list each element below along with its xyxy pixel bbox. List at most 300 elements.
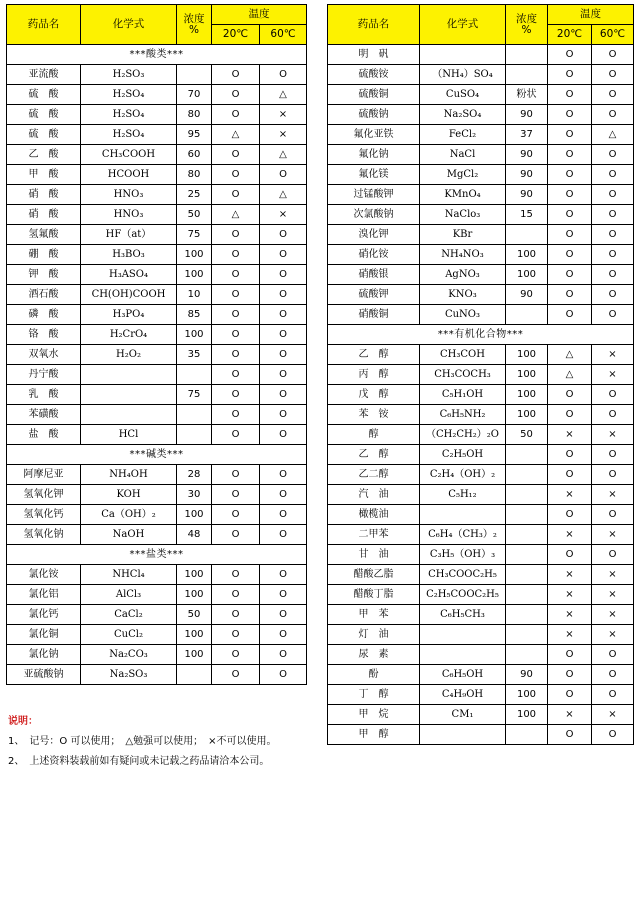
- concentration-cell: [177, 425, 212, 445]
- chemical-name: 硫 酸: [7, 105, 81, 125]
- rating-20c: O: [212, 285, 260, 305]
- rating-60c: O: [592, 725, 634, 745]
- table-row: [328, 45, 634, 65]
- concentration-cell: [506, 545, 548, 565]
- rating-60c: O: [260, 345, 307, 365]
- formula-cell: [420, 725, 506, 745]
- concentration-cell: 100: [506, 385, 548, 405]
- table-row: [7, 165, 307, 185]
- chemical-name: 氯化铜: [7, 625, 81, 645]
- concentration-cell: 100: [506, 685, 548, 705]
- formula-cell: H₃BO₃: [81, 245, 177, 265]
- header-formula: 化学式: [81, 5, 177, 45]
- concentration-cell: [506, 565, 548, 585]
- chemical-name: 苯磺酸: [7, 405, 81, 425]
- chemical-name: 丙 醇: [328, 365, 420, 385]
- chemical-name: 乳 酸: [7, 385, 81, 405]
- rating-60c: ×: [592, 525, 634, 545]
- chemical-name: 乙 酸: [7, 145, 81, 165]
- rating-60c: O: [260, 505, 307, 525]
- rating-20c: ×: [548, 605, 592, 625]
- table-row: [328, 405, 634, 425]
- table-row: [7, 285, 307, 305]
- rating-20c: O: [548, 685, 592, 705]
- header-20c: 20℃: [212, 25, 260, 45]
- rating-60c: O: [592, 205, 634, 225]
- header-60c: 60℃: [592, 25, 634, 45]
- rating-60c: O: [592, 105, 634, 125]
- formula-cell: KBr: [420, 225, 506, 245]
- formula-cell: H₂SO₄: [81, 125, 177, 145]
- concentration-cell: 100: [506, 265, 548, 285]
- rating-60c: O: [592, 185, 634, 205]
- left-resistance-table: [6, 4, 307, 685]
- concentration-cell: 100: [177, 325, 212, 345]
- notes-title: 说明：: [8, 716, 38, 727]
- rating-20c: O: [212, 245, 260, 265]
- concentration-cell: 90: [506, 145, 548, 165]
- formula-cell: Ca（OH）₂: [81, 505, 177, 525]
- formula-cell: HCl: [81, 425, 177, 445]
- percent-label: %: [521, 23, 532, 36]
- rating-60c: O: [260, 245, 307, 265]
- formula-cell: HF（at）: [81, 225, 177, 245]
- chemical-name: 丹宁酸: [7, 365, 81, 385]
- rating-20c: O: [212, 645, 260, 665]
- formula-cell: C₆H₅OH: [420, 665, 506, 685]
- formula-cell: [420, 505, 506, 525]
- rating-60c: O: [592, 65, 634, 85]
- rating-60c: O: [260, 485, 307, 505]
- chemical-name: 二甲苯: [328, 525, 420, 545]
- rating-60c: O: [260, 665, 307, 685]
- rating-60c: O: [260, 225, 307, 245]
- header-formula: 化学式: [420, 5, 506, 45]
- table-row: [7, 85, 307, 105]
- rating-60c: O: [592, 165, 634, 185]
- rating-20c: ×: [548, 585, 592, 605]
- rating-20c: O: [548, 725, 592, 745]
- table-row: [328, 245, 634, 265]
- rating-60c: O: [592, 245, 634, 265]
- table-row: [7, 225, 307, 245]
- chemical-name: 硝酸银: [328, 265, 420, 285]
- chemical-name: 尿 素: [328, 645, 420, 665]
- concentration-cell: [177, 65, 212, 85]
- concentration-cell: 80: [177, 105, 212, 125]
- formula-cell: C₆H₅CH₃: [420, 605, 506, 625]
- rating-60c: O: [260, 625, 307, 645]
- rating-60c: ×: [592, 605, 634, 625]
- rating-20c: O: [548, 405, 592, 425]
- formula-cell: H₃PO₄: [81, 305, 177, 325]
- chemical-name: 橄榄油: [328, 505, 420, 525]
- formula-cell: HNO₃: [81, 185, 177, 205]
- chemical-name: 硫 酸: [7, 85, 81, 105]
- chemical-name: 氯化铝: [7, 585, 81, 605]
- rating-20c: O: [548, 545, 592, 565]
- rating-60c: △: [260, 145, 307, 165]
- concentration-cell: [506, 305, 548, 325]
- concentration-cell: 90: [506, 105, 548, 125]
- rating-60c: ×: [592, 585, 634, 605]
- concentration-cell: 100: [177, 565, 212, 585]
- concentration-cell: 100: [506, 405, 548, 425]
- rating-20c: O: [212, 265, 260, 285]
- table-row: [328, 265, 634, 285]
- section-row: [328, 325, 634, 345]
- chemical-name: 氟化钠: [328, 145, 420, 165]
- rating-60c: O: [592, 665, 634, 685]
- formula-cell: Na₂SO₄: [420, 105, 506, 125]
- chemical-name: 溴化钾: [328, 225, 420, 245]
- formula-cell: KMnO₄: [420, 185, 506, 205]
- table-row: [328, 725, 634, 745]
- header-concentration: [177, 5, 212, 45]
- chemical-name: 氯化铵: [7, 565, 81, 585]
- concentration-cell: 100: [177, 505, 212, 525]
- concentration-cell: [506, 465, 548, 485]
- rating-20c: O: [212, 365, 260, 385]
- formula-cell: C₂H₅COOC₂H₅: [420, 585, 506, 605]
- chemical-name: 氟化亚铁: [328, 125, 420, 145]
- section-row: [7, 445, 307, 465]
- section-row: [7, 45, 307, 65]
- formula-cell: H₂SO₄: [81, 105, 177, 125]
- header-temperature: 温度: [212, 5, 307, 25]
- concentration-cell: [506, 585, 548, 605]
- formula-cell: AgNO₃: [420, 265, 506, 285]
- rating-60c: ×: [260, 205, 307, 225]
- formula-cell: HNO₃: [81, 205, 177, 225]
- formula-cell: Na₂SO₃: [81, 665, 177, 685]
- rating-60c: O: [592, 645, 634, 665]
- note-item: 1、 记号：O 可以使用； △勉强可以使用； ×不可以使用。: [8, 736, 277, 747]
- table-row: [328, 125, 634, 145]
- chemical-name: 苯 铵: [328, 405, 420, 425]
- rating-20c: O: [548, 665, 592, 685]
- formula-cell: CM₁: [420, 705, 506, 725]
- rating-20c: ×: [548, 525, 592, 545]
- rating-60c: ×: [260, 125, 307, 145]
- chemical-name: 甘 油: [328, 545, 420, 565]
- formula-cell: CH₃COH: [420, 345, 506, 365]
- formula-cell: AlCl₃: [81, 585, 177, 605]
- rating-20c: O: [548, 445, 592, 465]
- chemical-name: 氢氧化钾: [7, 485, 81, 505]
- table-row: [7, 385, 307, 405]
- rating-20c: O: [212, 225, 260, 245]
- table-row: [328, 85, 634, 105]
- formula-cell: KOH: [81, 485, 177, 505]
- chemical-name: 戊 醇: [328, 385, 420, 405]
- formula-cell: CuSO₄: [420, 85, 506, 105]
- rating-20c: ×: [548, 425, 592, 445]
- formula-cell: Na₂CO₃: [81, 645, 177, 665]
- rating-60c: O: [260, 645, 307, 665]
- concentration-cell: [506, 525, 548, 545]
- rating-60c: O: [592, 285, 634, 305]
- formula-cell: CuCl₂: [81, 625, 177, 645]
- rating-20c: O: [212, 105, 260, 125]
- table-row: [328, 525, 634, 545]
- table-row: [328, 165, 634, 185]
- formula-cell: H₂SO₃: [81, 65, 177, 85]
- rating-20c: O: [212, 345, 260, 365]
- concentration-label: 浓度: [183, 12, 205, 25]
- formula-cell: FeCl₂: [420, 125, 506, 145]
- concentration-cell: [506, 445, 548, 465]
- chemical-name: 酚: [328, 665, 420, 685]
- section-title: ***盐类***: [7, 545, 307, 565]
- chemical-name: 硝化铵: [328, 245, 420, 265]
- rating-20c: O: [548, 45, 592, 65]
- table-row: [7, 505, 307, 525]
- chemical-name: 亚硫酸钠: [7, 665, 81, 685]
- section-title: ***碱类***: [7, 445, 307, 465]
- rating-20c: ×: [548, 485, 592, 505]
- chemical-name: 氯化钠: [7, 645, 81, 665]
- rating-60c: ×: [260, 105, 307, 125]
- formula-cell: H₂CrO₄: [81, 325, 177, 345]
- rating-60c: O: [260, 165, 307, 185]
- table-row: [7, 525, 307, 545]
- rating-20c: O: [212, 425, 260, 445]
- concentration-cell: 100: [177, 645, 212, 665]
- concentration-cell: 15: [506, 205, 548, 225]
- table-row: [328, 485, 634, 505]
- table-row: [328, 465, 634, 485]
- chemical-name: 硝 酸: [7, 185, 81, 205]
- formula-cell: C₅H₁OH: [420, 385, 506, 405]
- rating-60c: O: [592, 505, 634, 525]
- rating-20c: O: [548, 185, 592, 205]
- rating-20c: O: [212, 325, 260, 345]
- concentration-cell: [506, 505, 548, 525]
- chemical-name: 硫 酸: [7, 125, 81, 145]
- rating-20c: O: [548, 145, 592, 165]
- rating-60c: O: [592, 305, 634, 325]
- formula-cell: CH₃COCH₃: [420, 365, 506, 385]
- concentration-cell: 95: [177, 125, 212, 145]
- percent-label: %: [189, 23, 199, 36]
- chemical-name: 盐 酸: [7, 425, 81, 445]
- table-row: [328, 685, 634, 705]
- rating-20c: O: [212, 385, 260, 405]
- chemical-name: 阿摩尼亚: [7, 465, 81, 485]
- formula-cell: [81, 385, 177, 405]
- chemical-name: 乙 醇: [328, 345, 420, 365]
- table-row: [7, 325, 307, 345]
- formula-cell: NaOH: [81, 525, 177, 545]
- formula-cell: NaCl: [420, 145, 506, 165]
- notes: [8, 712, 276, 772]
- concentration-cell: [506, 45, 548, 65]
- rating-20c: O: [548, 85, 592, 105]
- rating-60c: ×: [592, 365, 634, 385]
- table-row: [7, 665, 307, 685]
- rating-20c: △: [548, 365, 592, 385]
- table-row: [7, 125, 307, 145]
- table-row: [328, 285, 634, 305]
- chemical-name: 灯 油: [328, 625, 420, 645]
- rating-60c: ×: [592, 625, 634, 645]
- left-table-body: [7, 45, 307, 685]
- formula-cell: C₂H₅OH: [420, 445, 506, 465]
- rating-60c: O: [592, 385, 634, 405]
- chemical-name: 明 矾: [328, 45, 420, 65]
- rating-60c: O: [260, 65, 307, 85]
- rating-60c: O: [592, 45, 634, 65]
- formula-cell: C₅H₁₂: [420, 485, 506, 505]
- rating-20c: O: [212, 665, 260, 685]
- chemical-name: 氢氧化钙: [7, 505, 81, 525]
- rating-20c: O: [548, 645, 592, 665]
- rating-60c: ×: [592, 345, 634, 365]
- rating-20c: ×: [548, 565, 592, 585]
- concentration-cell: 75: [177, 385, 212, 405]
- rating-20c: △: [212, 125, 260, 145]
- table-row: [328, 425, 634, 445]
- section-title: ***有机化合物***: [328, 325, 634, 345]
- chemical-name: 酒石酸: [7, 285, 81, 305]
- formula-cell: C₂H₄（OH）₂: [420, 465, 506, 485]
- formula-cell: NHCl₄: [81, 565, 177, 585]
- concentration-cell: 50: [177, 605, 212, 625]
- rating-60c: O: [260, 285, 307, 305]
- table-row: [328, 625, 634, 645]
- concentration-cell: 100: [177, 585, 212, 605]
- formula-cell: NaClo₃: [420, 205, 506, 225]
- formula-cell: CuNO₃: [420, 305, 506, 325]
- chemical-name: 铬 酸: [7, 325, 81, 345]
- table-row: [7, 185, 307, 205]
- rating-20c: O: [212, 525, 260, 545]
- table-row: [328, 505, 634, 525]
- rating-60c: ×: [592, 425, 634, 445]
- table-row: [328, 645, 634, 665]
- concentration-cell: [177, 665, 212, 685]
- rating-20c: O: [548, 205, 592, 225]
- note-item: 2、 上述资料装载前如有疑问或未记载之药品请洽本公司。: [8, 756, 270, 767]
- table-row: [7, 625, 307, 645]
- rating-20c: O: [548, 285, 592, 305]
- rating-60c: O: [260, 605, 307, 625]
- chemical-name: 氢氟酸: [7, 225, 81, 245]
- chemical-name: 钾 酸: [7, 265, 81, 285]
- formula-cell: NH₄OH: [81, 465, 177, 485]
- rating-60c: O: [260, 365, 307, 385]
- table-row: [7, 345, 307, 365]
- rating-20c: △: [548, 345, 592, 365]
- concentration-cell: [506, 485, 548, 505]
- table-row: [7, 585, 307, 605]
- table-row: [328, 445, 634, 465]
- chemical-name: 氟化镁: [328, 165, 420, 185]
- concentration-cell: 10: [177, 285, 212, 305]
- formula-cell: C₆H₅NH₂: [420, 405, 506, 425]
- rating-60c: O: [260, 405, 307, 425]
- concentration-cell: 90: [506, 285, 548, 305]
- rating-20c: O: [212, 65, 260, 85]
- rating-60c: O: [592, 85, 634, 105]
- rating-60c: ×: [592, 565, 634, 585]
- chemical-name: 硫酸钠: [328, 105, 420, 125]
- chemical-name: 甲 烷: [328, 705, 420, 725]
- rating-20c: O: [212, 625, 260, 645]
- formula-cell: [420, 645, 506, 665]
- rating-60c: △: [592, 125, 634, 145]
- chemical-name: 双氧水: [7, 345, 81, 365]
- rating-60c: △: [260, 185, 307, 205]
- table-row: [7, 645, 307, 665]
- formula-cell: MgCl₂: [420, 165, 506, 185]
- rating-20c: O: [548, 505, 592, 525]
- concentration-cell: 100: [506, 705, 548, 725]
- table-row: [328, 565, 634, 585]
- formula-cell: [420, 625, 506, 645]
- table-row: [7, 205, 307, 225]
- rating-20c: ×: [548, 625, 592, 645]
- rating-20c: O: [212, 465, 260, 485]
- chemical-name: 醇: [328, 425, 420, 445]
- concentration-cell: 60: [177, 145, 212, 165]
- rating-20c: O: [212, 305, 260, 325]
- header-name: 药品名: [7, 5, 81, 45]
- rating-60c: O: [260, 325, 307, 345]
- formula-cell: CaCl₂: [81, 605, 177, 625]
- concentration-cell: 100: [506, 345, 548, 365]
- table-row: [328, 145, 634, 165]
- rating-20c: O: [212, 165, 260, 185]
- header-20c: 20℃: [548, 25, 592, 45]
- formula-cell: （CH₂CH₂）₂O: [420, 425, 506, 445]
- concentration-cell: [177, 405, 212, 425]
- concentration-cell: [506, 625, 548, 645]
- table-row: [7, 565, 307, 585]
- concentration-cell: 100: [177, 265, 212, 285]
- rating-60c: O: [260, 425, 307, 445]
- header-temperature: 温度: [548, 5, 634, 25]
- concentration-cell: 粉状: [506, 85, 548, 105]
- table-row: [7, 365, 307, 385]
- chemical-name: 氯化钙: [7, 605, 81, 625]
- table-row: [328, 345, 634, 365]
- rating-20c: O: [212, 485, 260, 505]
- formula-cell: C₆H₄（CH₃）₂: [420, 525, 506, 545]
- rating-20c: O: [548, 125, 592, 145]
- rating-20c: O: [548, 165, 592, 185]
- rating-60c: O: [592, 445, 634, 465]
- table-row: [328, 305, 634, 325]
- concentration-cell: 100: [177, 245, 212, 265]
- concentration-cell: 48: [177, 525, 212, 545]
- chemical-name: 硝酸铜: [328, 305, 420, 325]
- rating-60c: ×: [592, 705, 634, 725]
- concentration-cell: 90: [506, 185, 548, 205]
- chemical-name: 硝 酸: [7, 205, 81, 225]
- chemical-name: 硫酸铜: [328, 85, 420, 105]
- table-row: [7, 465, 307, 485]
- table-row: [328, 185, 634, 205]
- rating-60c: O: [260, 385, 307, 405]
- table-row: [328, 105, 634, 125]
- chemical-name: 磷 酸: [7, 305, 81, 325]
- concentration-cell: 28: [177, 465, 212, 485]
- rating-20c: O: [548, 385, 592, 405]
- header-60c: 60℃: [260, 25, 307, 45]
- concentration-cell: [506, 225, 548, 245]
